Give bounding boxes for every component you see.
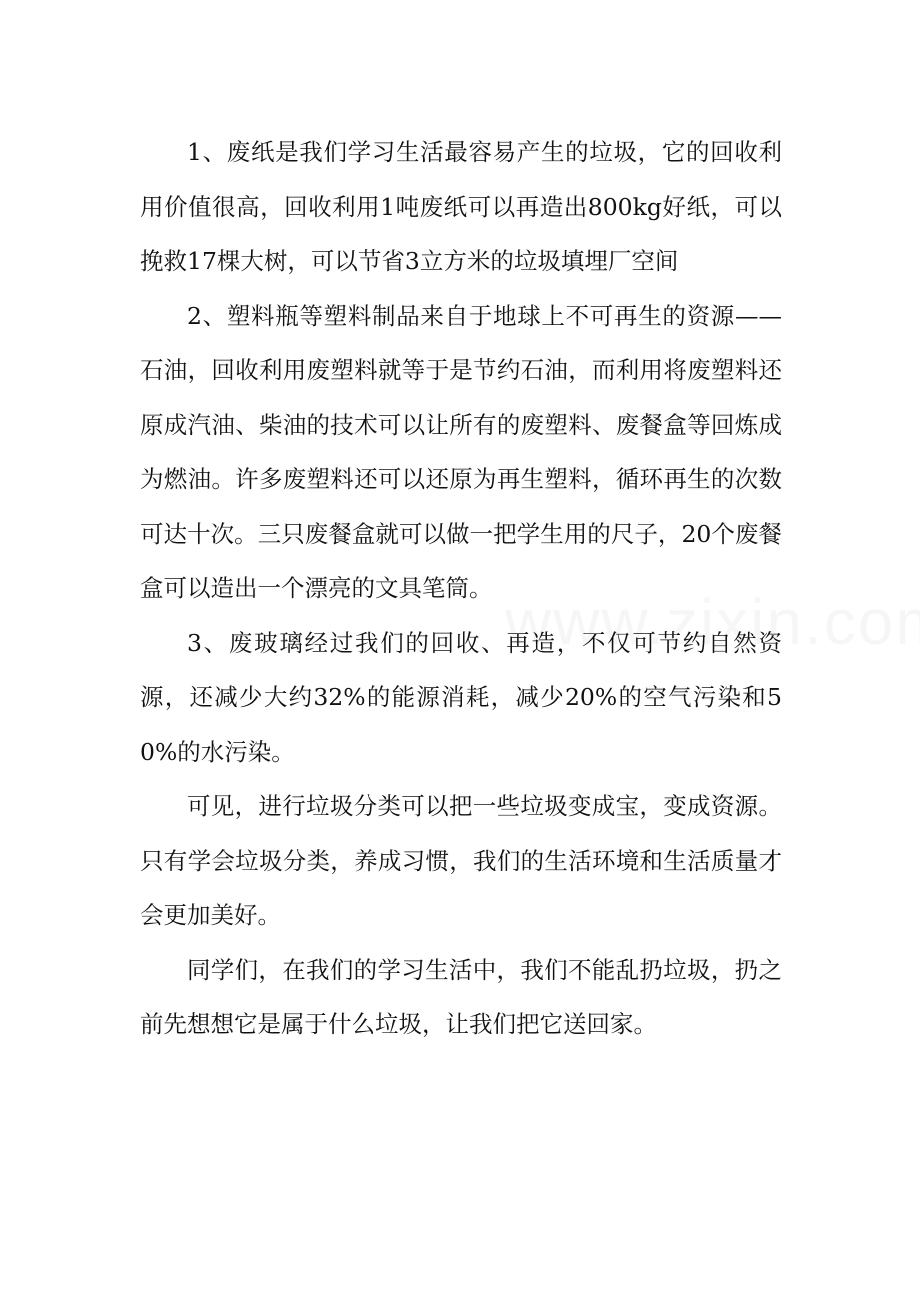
document-body bbox=[140, 125, 782, 1052]
paragraph-appeal: 同学们，在我们的学习生活中，我们不能乱扔垃圾，扔之前先想想它是属于什么垃圾，让我们把它送回家。 bbox=[140, 955, 782, 1038]
paragraph-plastic-bottles: 2、塑料瓶等塑料制品来自于地球上不可再生的资源——石油，回收利用废塑料就等于是节约石油，而利用将废塑料还原成汽油、柴油的技术可以让所有的废塑料、废餐盒等回炼成为燃油。许多废塑料还可以还原为再生塑料，循环再生的次数可达十次。三只废餐盒就可以做一把学生用的尺子，20个废餐盒可以造出一个漂亮的文具笔筒。 bbox=[140, 301, 782, 602]
paragraph-waste-glass: 3、废玻璃经过我们的回收、再造，不仅可节约自然资源，还减少大约32%的能源消耗，减少20%的空气污染和50%的水污染。 bbox=[140, 628, 782, 766]
paragraph-conclusion: 可见，进行垃圾分类可以把一些垃圾变成宝，变成资源。只有学会垃圾分类，养成习惯，我们的生活环境和生活质量才会更加美好。 bbox=[140, 792, 782, 929]
paragraph-waste-paper: 1、废纸是我们学习生活最容易产生的垃圾，它的回收利用价值很高，回收利用1吨废纸可以再造出800kg好纸，可以挽救17棵大树，可以节省3立方米的垃圾填埋厂空间 bbox=[140, 138, 782, 275]
